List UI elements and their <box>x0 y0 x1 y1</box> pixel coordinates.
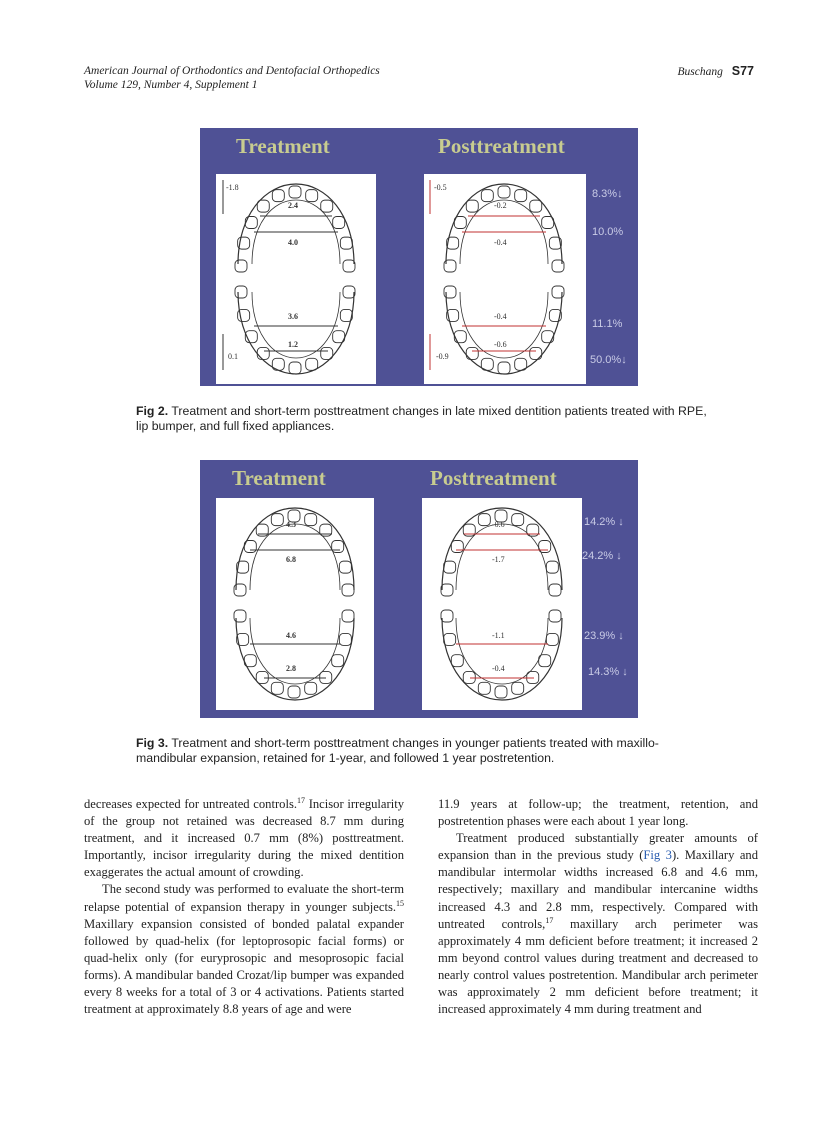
tooth-outline <box>441 584 453 596</box>
tooth-outline <box>339 561 351 573</box>
fig2-percent-3: 11.1% <box>592 318 623 330</box>
tooth-outline <box>530 200 542 212</box>
body-column-right <box>438 796 758 1018</box>
fig3-posttreatment-title: Posttreatment <box>430 466 557 490</box>
figure-3-image <box>200 460 638 718</box>
tooth-outline <box>441 610 453 622</box>
tooth-outline <box>512 514 524 526</box>
fig3-posttreatment-value-2: -1.7 <box>492 555 505 564</box>
fig2-percent-4: 50.0%↓ <box>590 354 627 366</box>
fig2-posttreatment-value-5: -0.6 <box>494 340 507 349</box>
tooth-outline <box>546 633 558 645</box>
fig2-posttreatment-title: Posttreatment <box>438 134 565 158</box>
tooth-outline <box>498 362 510 374</box>
tooth-outline <box>321 200 333 212</box>
tooth-outline <box>339 633 351 645</box>
right-p2-reference[interactable]: 17 <box>545 915 554 925</box>
running-header-journal <box>84 64 380 92</box>
tooth-outline <box>332 541 344 553</box>
fig2-treatment-value-2: 2.4 <box>288 201 298 210</box>
right-p2-text-c: maxillary arch perimeter was approximately 4 mm deficient before treatment; it increased 2 mm beyond control values during treatment and decreased to nearly control values postretention. Mandibular arch perimeter was approximately 2 mm deficient before treatment; it increased approximately 4 mm during treatment and <box>438 916 758 1017</box>
fig2-caption-label: Fig 2. <box>136 404 169 418</box>
right-p2-figure-link[interactable]: Fig 3 <box>643 848 672 863</box>
fig3-posttreatment-value-4: -0.4 <box>492 664 505 673</box>
tooth-outline <box>235 260 247 272</box>
tooth-outline <box>463 671 475 683</box>
fig3-percent-1: 14.2% ↓ <box>584 516 624 528</box>
fig3-posttreatment-value-3: -1.1 <box>492 631 505 640</box>
tooth-outline <box>478 682 490 694</box>
fig3-percent-3: 23.9% ↓ <box>584 630 624 642</box>
left-p2-text-b: Maxillary expansion consisted of bonded palatal expander followed by quad-helix (for leptoprosopic facial forms) or quad-helix only (for euryprosopic and mesoprosopic facial forms). A mandibular banded Crozat/lip bumper was expanded every 8 weeks for a total of 3 or 4 activations. Patients started treatment at approximately 8.8 years of age and were <box>84 916 404 1017</box>
tooth-outline <box>495 686 507 698</box>
left-paragraph-1 <box>84 796 404 881</box>
figure-2-image <box>200 128 638 386</box>
tooth-outline <box>512 682 524 694</box>
fig3-posttreatment-arch-panel <box>422 498 582 710</box>
fig3-treatment-arch-panel <box>216 498 374 710</box>
journal-volume: Volume 129, Number 4, Supplement 1 <box>84 79 258 91</box>
fig3-percent-4: 14.3% ↓ <box>588 666 628 678</box>
tooth-outline <box>444 633 456 645</box>
fig3-percent-2: 24.2% ↓ <box>582 550 622 562</box>
fig2-treatment-value-4: 3.6 <box>288 312 298 321</box>
fig3-treatment-dental-arch-diagram <box>216 498 374 710</box>
journal-title: American Journal of Orthodontics and Dentofacial Orthopedics <box>84 65 380 77</box>
tooth-outline <box>271 514 283 526</box>
tooth-outline <box>542 331 554 343</box>
fig3-treatment-title: Treatment <box>232 466 326 490</box>
fig2-treatment-value-5: 1.2 <box>288 340 298 349</box>
left-p1-reference[interactable]: 17 <box>297 795 305 805</box>
tooth-outline <box>444 561 456 573</box>
fig2-posttreatment-value-3: -0.4 <box>494 238 507 247</box>
tooth-outline <box>257 347 269 359</box>
body-column-left <box>84 796 404 1018</box>
fig2-percent-1: 8.3%↓ <box>592 188 623 200</box>
fig3-treatment-value-3: 4.6 <box>286 631 296 640</box>
tooth-outline <box>343 286 355 298</box>
tooth-outline <box>342 610 354 622</box>
fig2-treatment-title: Treatment <box>236 134 330 158</box>
tooth-outline <box>289 186 301 198</box>
tooth-outline <box>515 190 527 202</box>
left-p2-reference[interactable]: 15 <box>396 898 404 908</box>
left-p1-text-b: Incisor irregularity of the group not retained was decreased 8.7 mm during treatment, and it increased 0.7 mm (8%) posttreatment. Importantly, incisor irregularity during the mixed dentition exaggerates the actual amount of crowding. <box>84 797 404 880</box>
fig2-percent-2: 10.0% <box>592 226 624 238</box>
right-paragraph-1: 11.9 years at follow-up; the treatment, retention, and postretention phases were each about 1 year long. <box>438 797 758 829</box>
tooth-outline <box>451 541 463 553</box>
tooth-outline <box>451 655 463 667</box>
fig2-posttreatment-value-2: -0.2 <box>494 201 507 210</box>
figure-2-caption <box>136 404 716 434</box>
figure-3-caption <box>136 736 716 766</box>
tooth-outline <box>478 514 490 526</box>
fig2-posttreatment-dental-arch-diagram <box>424 174 586 384</box>
fig3-caption-label: Fig 3. <box>136 736 169 750</box>
right-p2-text-b: ). Maxillary and mandibular intermolar widths increased 6.8 and 4.6 mm, respectively; maxillary and mandibular intercanine widths increased 4.3 and 2.8 mm, respectively. Compared with untreated controls, <box>438 848 759 931</box>
tooth-outline <box>481 190 493 202</box>
right-paragraph-2 <box>438 830 758 1018</box>
tooth-outline <box>305 514 317 526</box>
tooth-outline <box>320 671 332 683</box>
tooth-outline <box>306 358 318 370</box>
tooth-outline <box>306 190 318 202</box>
tooth-outline <box>235 286 247 298</box>
tooth-outline <box>549 584 561 596</box>
fig2-treatment-dental-arch-diagram <box>216 174 376 384</box>
running-header-page <box>678 64 754 78</box>
tooth-outline <box>546 561 558 573</box>
fig3-treatment-value-2: 6.8 <box>286 555 296 564</box>
fig2-treatment-arch-panel <box>216 174 376 384</box>
left-paragraph-2 <box>84 881 404 1018</box>
fig3-caption-text: Treatment and short-term posttreatment changes in younger patients treated with maxillo-mandibular expansion, retained for 1-year, and followed 1 year postretention. <box>136 736 659 765</box>
tooth-outline <box>340 237 352 249</box>
fig2-posttreatment-value-1: -0.5 <box>434 183 447 192</box>
tooth-outline <box>289 362 301 374</box>
fig3-posttreatment-value-1: -0.6 <box>492 520 505 529</box>
fig3-treatment-value-1: 4.3 <box>286 520 296 529</box>
fig3-treatment-value-4: 2.8 <box>286 664 296 673</box>
page-number: S77 <box>731 64 754 78</box>
tooth-outline <box>343 260 355 272</box>
author-name: Buschang <box>677 66 723 78</box>
tooth-outline <box>333 217 345 229</box>
fig2-treatment-value-6: 0.1 <box>228 352 238 361</box>
tooth-outline <box>549 610 561 622</box>
fig2-caption-text: Treatment and short-term posttreatment changes in late mixed dentition patients treated with RPE, lip bumper, and full fixed appliances. <box>136 404 707 433</box>
right-p2-text-a: Treatment produced substantially greater amounts of expansion than in the previous study ( <box>438 831 758 863</box>
tooth-outline <box>256 671 268 683</box>
left-p1-text-a: decreases expected for untreated controls. <box>84 797 297 811</box>
tooth-outline <box>342 584 354 596</box>
left-p2-text-a: The second study was performed to evaluate the short-term relapse potential of expansion therapy in younger subjects. <box>84 882 404 914</box>
tooth-outline <box>466 200 478 212</box>
fig3-posttreatment-dental-arch-diagram <box>422 498 582 710</box>
fig2-treatment-value-1: -1.8 <box>226 183 239 192</box>
fig2-treatment-value-3: 4.0 <box>288 238 298 247</box>
tooth-outline <box>305 682 317 694</box>
fig2-posttreatment-arch-panel <box>424 174 586 384</box>
tooth-outline <box>332 655 344 667</box>
tooth-outline <box>271 682 283 694</box>
tooth-outline <box>498 186 510 198</box>
fig2-posttreatment-value-6: -0.9 <box>436 352 449 361</box>
tooth-outline <box>272 190 284 202</box>
tooth-outline <box>454 331 466 343</box>
fig2-posttreatment-value-4: -0.4 <box>494 312 507 321</box>
tooth-outline <box>288 686 300 698</box>
